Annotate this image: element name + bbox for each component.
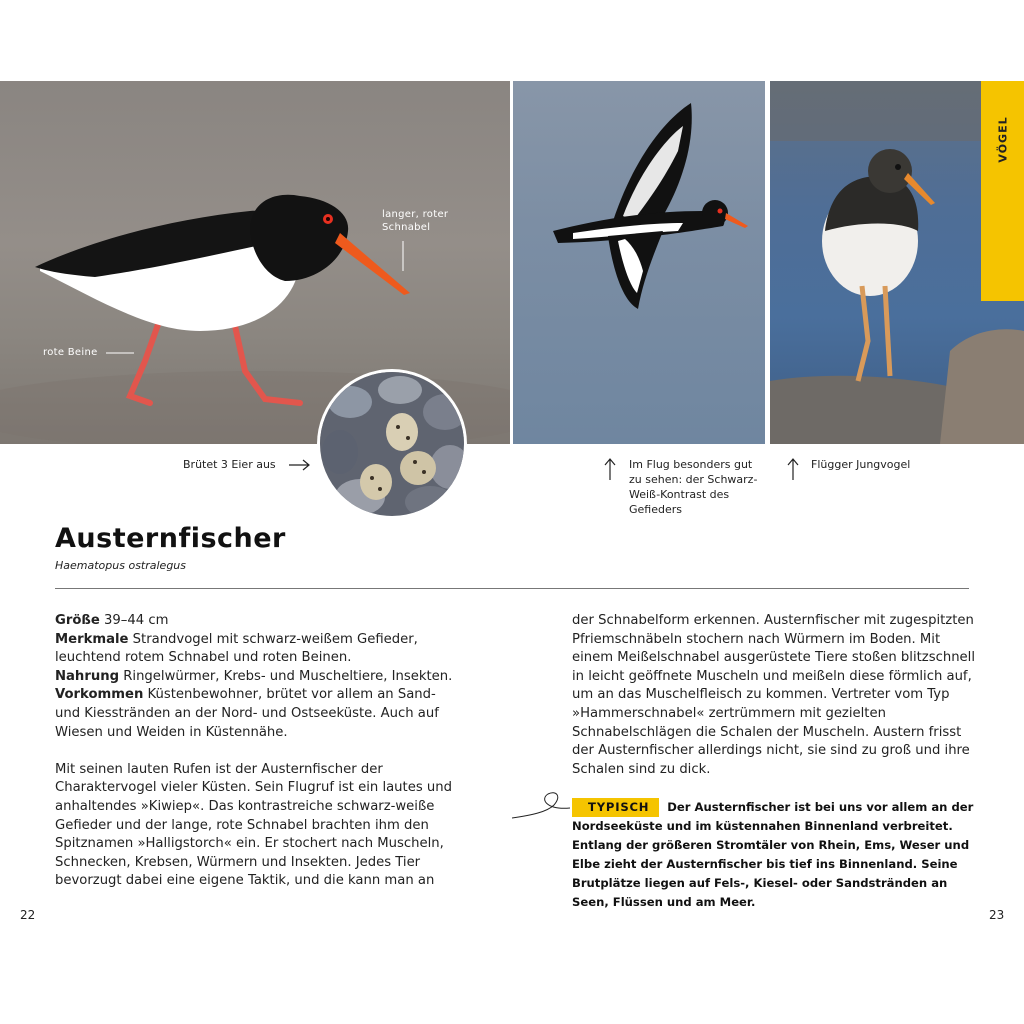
section-tab-label: VÖGEL xyxy=(996,116,1009,163)
annotation-beak: langer, roter Schnabel xyxy=(382,209,449,233)
annotation-legs: rote Beine xyxy=(43,347,98,358)
caption-flight: Im Flug besonders gut zu sehen: der Schwarz-Weiß-Kontrast des Gefieders xyxy=(629,458,758,516)
fact-label: Vorkommen xyxy=(55,687,144,703)
divider xyxy=(55,588,969,589)
arrow-up-icon xyxy=(604,457,616,481)
photo-oystercatcher-flight xyxy=(513,81,765,444)
squiggle-icon xyxy=(512,790,572,820)
fact-value: 39–44 cm xyxy=(104,613,169,628)
eggs-illustration xyxy=(320,372,464,516)
body-paragraph: der Schnabelform erkennen. Austernfischer mit zugespitzten Pfriemschnäbeln stochern nach Würmern im Boden. Mit einem Meißelschnabel ausgerüstete Tiere stoßen blitzschnell in leicht geöffnete Muscheln und meißeln diese förmlich auf, um an das Muschelfleisch zu kommen. Vertreter vom Typ »Hammerschnabel« zertrümmern mit gezielten Schnabelschlägen die Schalen der Muscheln. Austern frisst der Austernfischer allerdings nicht, sie sind zu groß und ihre Schalen sind zu dick. xyxy=(572,613,976,777)
fact-value: Strandvogel mit schwarz-weißem Gefieder, leuchtend rotem Schnabel und roten Beinen. xyxy=(55,631,418,666)
fact-features xyxy=(55,631,465,668)
typisch-text: Der Austernfischer ist bei uns vor allem an der Nordseeküste und im küstennahen Binnenland verbreitet. Entlang der größeren Stromtäler von Rhein, Ems, Weser und Elbe zieht der Austernfischer bis tief ins Binnenland. Seine Brutplätze liegen auf Fels-, Kiesel- oder Sandstränden an Seen, Flüssen und am Meer. xyxy=(572,800,974,909)
species-latin-name: Haematopus ostralegus xyxy=(55,559,187,572)
fact-value: Küstenbewohner, brütet vor allem an Sand- und Kiesstränden an der Nord- und Ostseeküste. Auch auf Wiesen und Weiden in Küstennähe. xyxy=(55,687,439,740)
typisch-box xyxy=(572,798,982,912)
body-paragraph: Mit seinen lauten Rufen ist der Austernfischer der Charaktervogel vieler Küsten. Sein Flugruf ist ein lautes und anhaltendes »Kiwiep«. Das kontrastreiche schwarz-weiße Gefieder und der lange, rote Schnabel brachten ihm den Spitznamen »Halligstorch« ein. Er stochert nach Muscheln, Schnecken, Krebsen, Würmern und Insekten. Jedes Tier bevorzugt dabei eine eigene Taktik, und die kann man an xyxy=(55,761,452,889)
section-tab-voegel xyxy=(981,81,1024,301)
arrow-up-icon xyxy=(787,457,799,481)
fact-label: Nahrung xyxy=(55,668,120,684)
flying-oystercatcher-illustration xyxy=(513,81,765,444)
fact-size xyxy=(55,612,465,631)
fact-food xyxy=(55,668,465,687)
page-number-right: 23 xyxy=(989,908,1005,922)
fact-label: Merkmale xyxy=(55,631,129,647)
fact-occurrence xyxy=(55,686,465,742)
photo-eggs-inset xyxy=(320,372,464,516)
arrow-right-icon xyxy=(288,459,312,471)
caption-eggs: Brütet 3 Eier aus xyxy=(183,458,276,471)
fact-label: Größe xyxy=(55,613,100,628)
text-column-right xyxy=(572,612,982,779)
caption-juvenile: Flügger Jungvogel xyxy=(811,458,911,471)
page-number-left: 22 xyxy=(20,908,36,922)
species-title: Austernfischer xyxy=(55,523,286,554)
text-column-left xyxy=(55,612,465,891)
fact-value: Ringelwürmer, Krebs- und Muscheltiere, Insekten. xyxy=(123,668,453,684)
typisch-label: TYPISCH xyxy=(572,798,659,817)
